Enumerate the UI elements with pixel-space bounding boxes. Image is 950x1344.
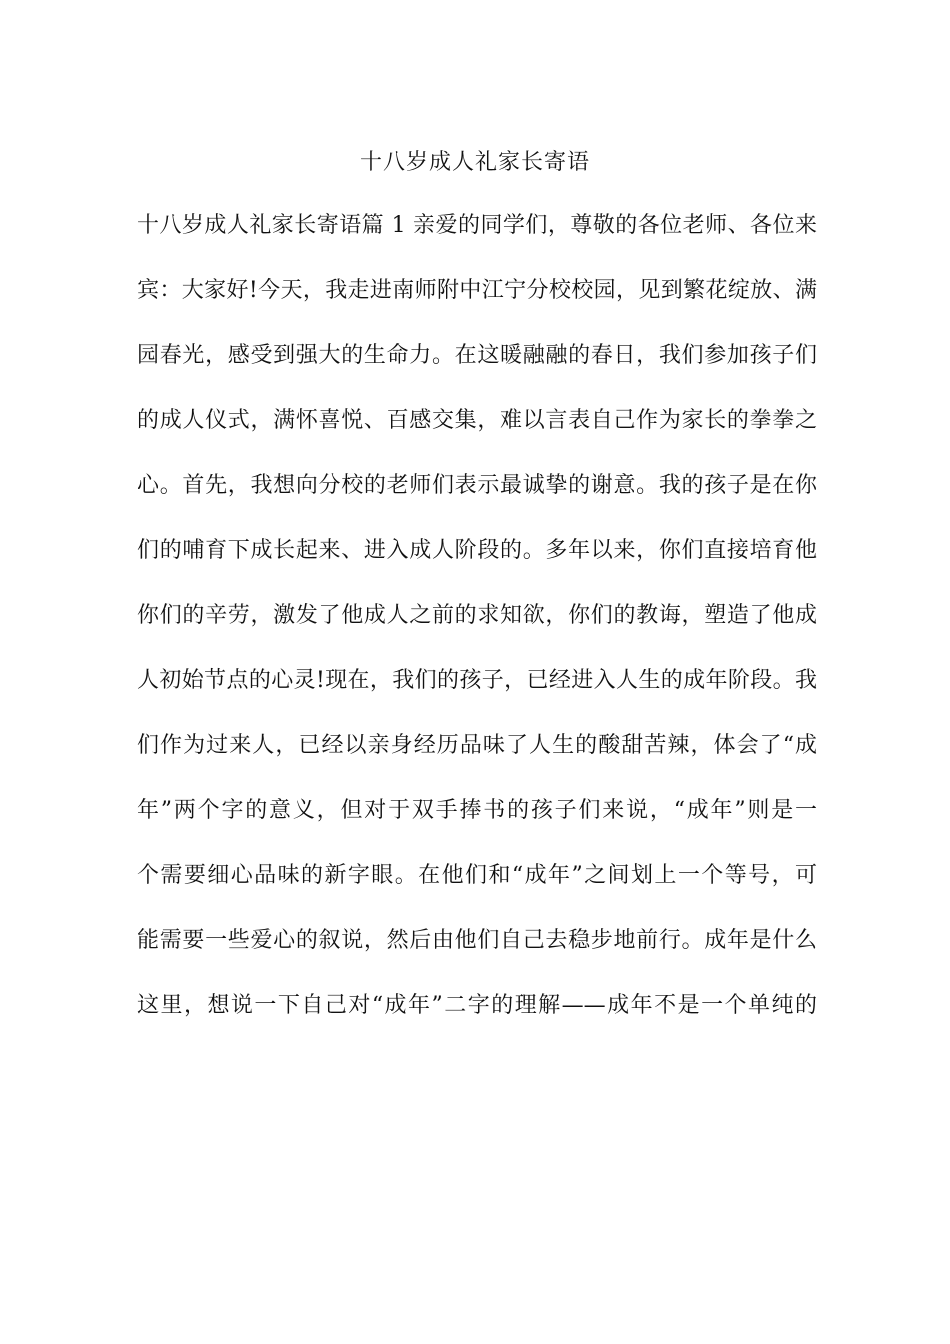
- paragraph-line: 们的哺育下成长起来、进入成人阶段的。多年以来，你们直接培育他: [137, 538, 817, 563]
- paragraph-line: 年”两个字的意义，但对于双手捧书的孩子们来说，“成年”则是一: [137, 798, 817, 823]
- paragraph-line: 能需要一些爱心的叙说，然后由他们自己去稳步地前行。成年是什么: [137, 928, 817, 953]
- document-title: 十八岁成人礼家长寄语: [359, 150, 590, 175]
- paragraph-line: 园春光，感受到强大的生命力。在这暖融融的春日，我们参加孩子们: [137, 343, 817, 368]
- paragraph-line: 这里，想说一下自己对“成年”二字的理解——成年不是一个单纯的: [137, 993, 817, 1018]
- paragraph-line: 你们的辛劳，激发了他成人之前的求知欲，你们的教诲，塑造了他成: [137, 603, 817, 628]
- paragraph-line: 十八岁成人礼家长寄语篇 1 亲爱的同学们，尊敬的各位老师、各位来: [137, 213, 817, 238]
- paragraph-line: 个需要细心品味的新字眼。在他们和“成年”之间划上一个等号，可: [137, 863, 817, 888]
- document-body: [137, 206, 817, 1051]
- paragraph-line: 宾：大家好!今天，我走进南师附中江宁分校校园，见到繁花绽放、满: [137, 278, 817, 303]
- paragraph-line: 的成人仪式，满怀喜悦、百感交集，难以言表自己作为家长的拳拳之: [137, 408, 817, 433]
- paragraph-line: 人初始节点的心灵!现在，我们的孩子，已经进入人生的成年阶段。我: [137, 668, 817, 693]
- paragraph-line: 心。首先，我想向分校的老师们表示最诚挚的谢意。我的孩子是在你: [137, 473, 817, 498]
- paragraph-line: 们作为过来人，已经以亲身经历品味了人生的酸甜苦辣，体会了“成: [137, 733, 817, 758]
